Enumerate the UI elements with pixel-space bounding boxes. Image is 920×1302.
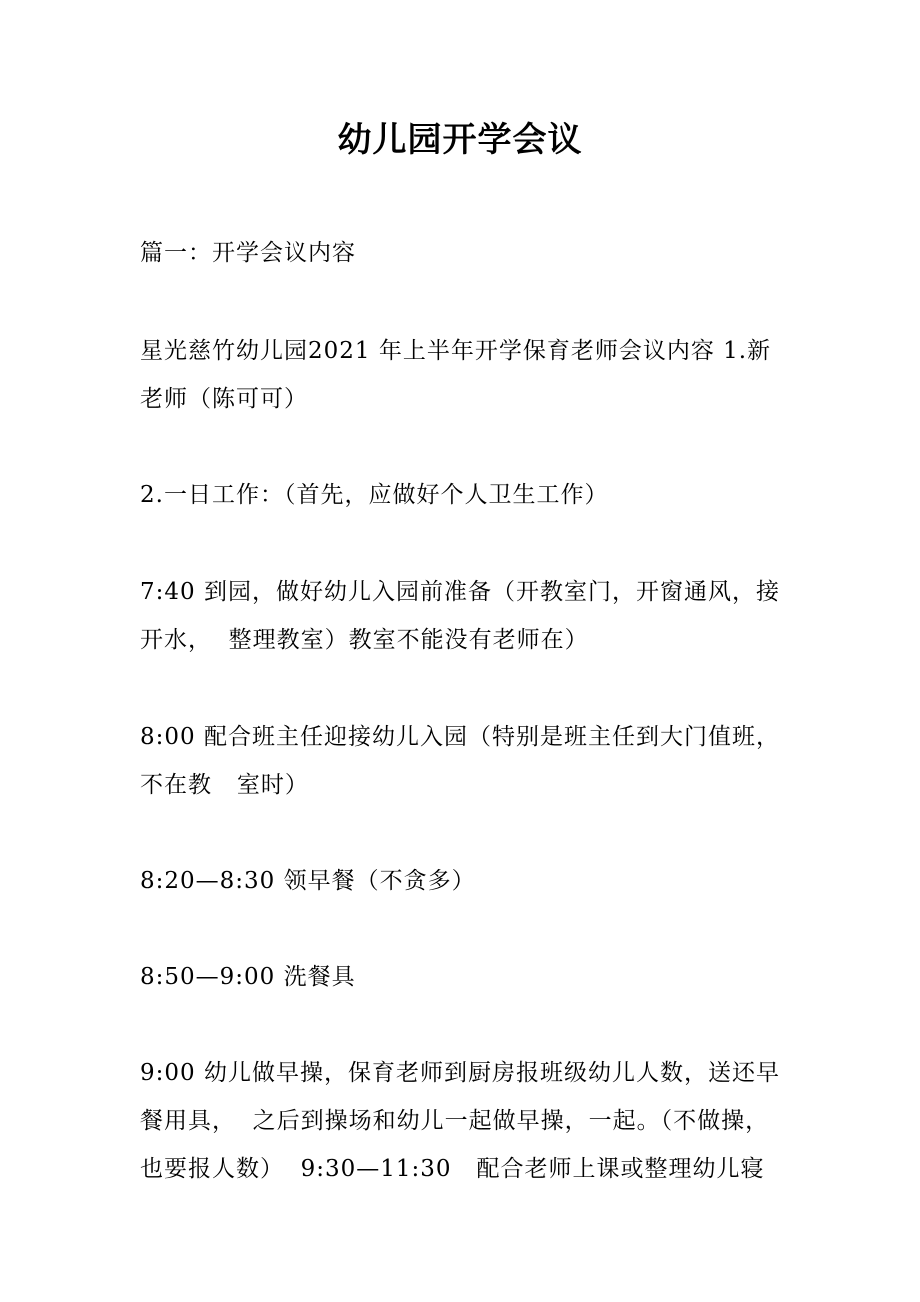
text-line: 篇一：开学会议内容 bbox=[140, 240, 356, 266]
section-heading bbox=[140, 229, 790, 277]
paragraph-0740 bbox=[140, 568, 790, 664]
paragraph-intro bbox=[140, 327, 790, 423]
paragraph-daily-work bbox=[140, 471, 790, 519]
text-line: 9:00 幼儿做早操，保育老师到厨房报班级幼儿人数，送还早 bbox=[140, 1060, 780, 1086]
text-line: 老师（陈可可） bbox=[140, 386, 308, 412]
paragraph-0800 bbox=[140, 713, 790, 809]
text-line: 也要报人数） 9:30—11:30 配合老师上课或整理幼儿寝 bbox=[140, 1156, 765, 1182]
text-line: 8:50—9:00 洗餐具 bbox=[140, 964, 356, 990]
text-line: 餐用具， 之后到操场和幼儿一起做早操，一起。（不做操， bbox=[140, 1108, 770, 1134]
text-line: 2.一日工作：（首先，应做好个人卫生工作） bbox=[140, 482, 609, 508]
text-line: 开水， 整理教室）教室不能没有老师在） bbox=[140, 627, 589, 653]
text-line: 7:40 到园，做好幼儿入园前准备（开教室门，开窗通风，接 bbox=[140, 579, 780, 605]
text-line: 8:00 配合班主任迎接幼儿入园（特别是班主任到大门值班， bbox=[140, 724, 780, 750]
text-line: 不在教 室时） bbox=[140, 772, 309, 798]
paragraph-0850 bbox=[140, 953, 790, 1001]
text-line: 8:20—8:30 领早餐（不贪多） bbox=[140, 868, 476, 894]
document-title: 幼儿园开学会议 bbox=[337, 120, 583, 160]
paragraph-0820 bbox=[140, 857, 790, 905]
paragraph-0900 bbox=[140, 1049, 790, 1193]
text-line: 星光慈竹幼儿园2021 年上半年开学保育老师会议内容 1.新 bbox=[140, 338, 772, 364]
